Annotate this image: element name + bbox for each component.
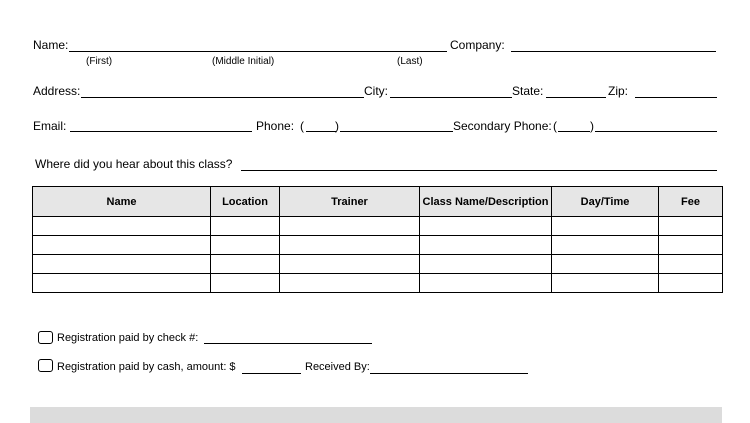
table-cell[interactable]	[552, 255, 659, 274]
state-label: State:	[512, 84, 544, 98]
table-row	[33, 274, 723, 293]
middle-initial-caption: (Middle Initial)	[212, 56, 275, 67]
hear-about-field-line[interactable]	[241, 170, 717, 171]
table-cell[interactable]	[211, 236, 280, 255]
column-header-location: Location	[211, 187, 280, 217]
paid-by-cash-checkbox[interactable]	[38, 359, 53, 372]
address-field-line[interactable]	[81, 97, 364, 98]
hear-about-label: Where did you hear about this class?	[35, 157, 233, 171]
company-label: Company:	[450, 38, 505, 52]
table-cell[interactable]	[33, 255, 211, 274]
table-cell[interactable]	[211, 217, 280, 236]
secondary-phone-label: Secondary Phone:	[453, 119, 552, 133]
paid-by-check-checkbox[interactable]	[38, 331, 53, 344]
column-header-trainer: Trainer	[280, 187, 420, 217]
phone-number-line[interactable]	[340, 131, 453, 132]
city-label: City:	[364, 84, 388, 98]
table-cell[interactable]	[280, 274, 420, 293]
table-header-row	[33, 187, 723, 217]
table-row	[33, 236, 723, 255]
zip-field-line[interactable]	[635, 97, 717, 98]
table-cell[interactable]	[280, 236, 420, 255]
zip-label: Zip:	[608, 84, 629, 98]
phone-area-code-line[interactable]	[306, 131, 336, 132]
table-cell[interactable]	[211, 255, 280, 274]
footer-bar	[30, 407, 722, 423]
table-cell[interactable]	[280, 217, 420, 236]
table-row	[33, 217, 723, 236]
table-cell[interactable]	[659, 217, 723, 236]
secondary-area-open-paren: (	[553, 119, 557, 133]
phone-area-open-paren: (	[300, 119, 304, 133]
email-label: Email:	[33, 119, 67, 133]
city-field-line[interactable]	[390, 97, 512, 98]
name-label: Name:	[33, 38, 69, 52]
column-header-fee: Fee	[659, 187, 723, 217]
table-cell[interactable]	[211, 274, 280, 293]
table-cell[interactable]	[33, 217, 211, 236]
table-cell[interactable]	[420, 217, 552, 236]
last-name-caption: (Last)	[397, 56, 423, 67]
table-cell[interactable]	[420, 274, 552, 293]
paid-by-cash-label: Registration paid by cash, amount: $	[57, 361, 236, 373]
secondary-area-close-paren: )	[590, 119, 594, 133]
table-cell[interactable]	[33, 274, 211, 293]
phone-label: Phone:	[256, 119, 295, 133]
name-field-line[interactable]	[69, 51, 447, 52]
column-header-day-time: Day/Time	[552, 187, 659, 217]
state-field-line[interactable]	[546, 97, 606, 98]
table-cell[interactable]	[280, 255, 420, 274]
table-cell[interactable]	[552, 274, 659, 293]
received-by-label: Received By:	[305, 361, 370, 373]
table-cell[interactable]	[420, 255, 552, 274]
secondary-area-code-line[interactable]	[558, 131, 590, 132]
paid-by-check-label: Registration paid by check #:	[57, 332, 199, 344]
table-cell[interactable]	[659, 255, 723, 274]
address-label: Address:	[33, 84, 81, 98]
check-number-line[interactable]	[204, 343, 372, 344]
table-cell[interactable]	[420, 236, 552, 255]
received-by-line[interactable]	[370, 373, 528, 374]
table-row	[33, 255, 723, 274]
table-cell[interactable]	[659, 274, 723, 293]
secondary-number-line[interactable]	[595, 131, 717, 132]
column-header-class-name: Class Name/Description	[420, 187, 552, 217]
class-registration-table	[32, 186, 723, 293]
table-cell[interactable]	[659, 236, 723, 255]
table-cell[interactable]	[33, 236, 211, 255]
phone-area-close-paren: )	[335, 119, 339, 133]
column-header-name: Name	[33, 187, 211, 217]
cash-amount-line[interactable]	[242, 373, 301, 374]
table-cell[interactable]	[552, 217, 659, 236]
first-name-caption: (First)	[86, 56, 113, 67]
email-field-line[interactable]	[70, 131, 252, 132]
table-cell[interactable]	[552, 236, 659, 255]
company-field-line[interactable]	[511, 51, 716, 52]
